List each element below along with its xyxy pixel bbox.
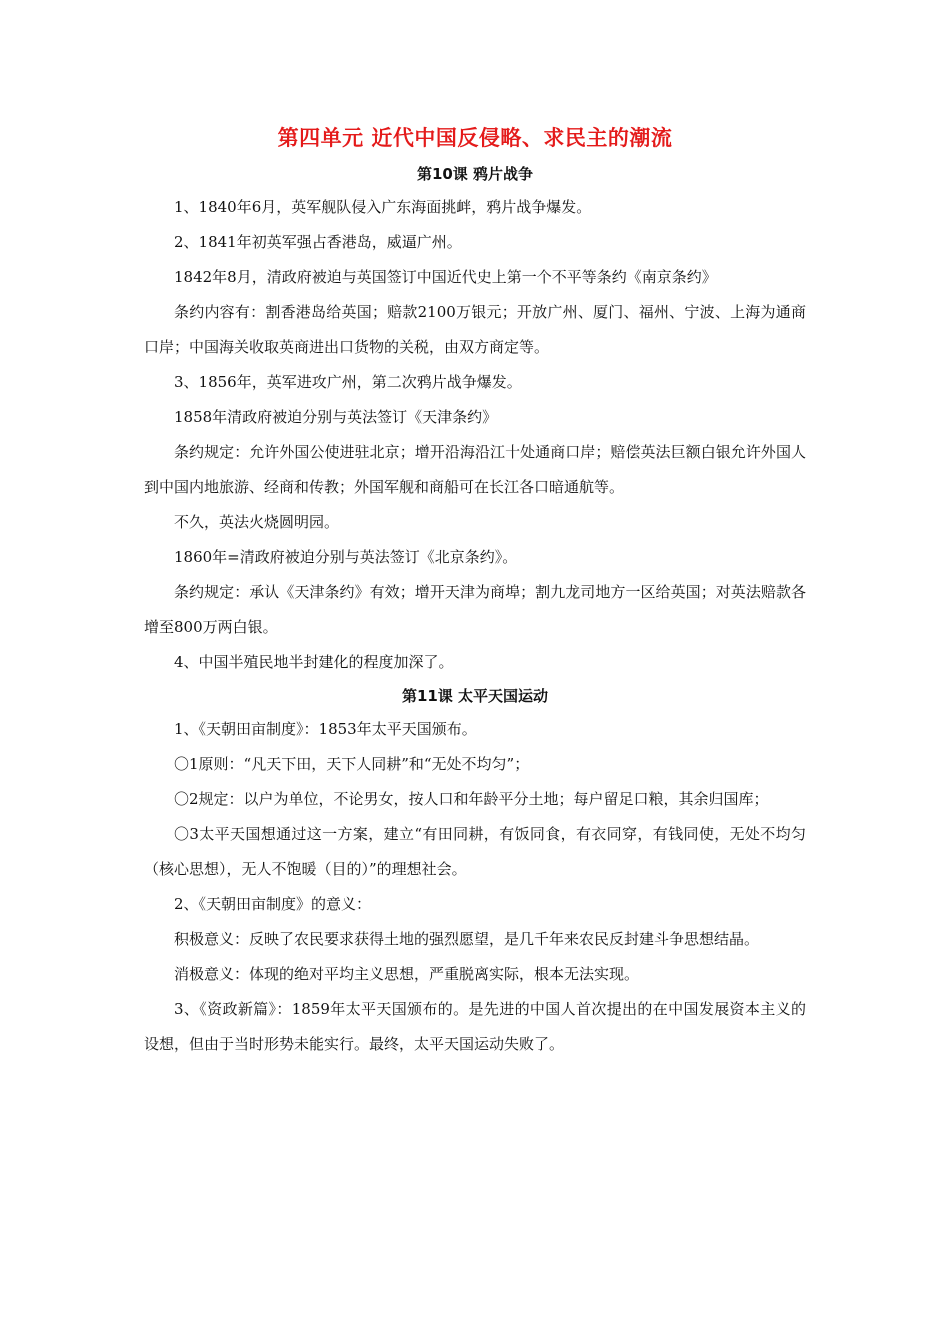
paragraph: 〇3太平天国想通过这一方案，建立“有田同耕，有饭同食，有衣同穿，有钱同使，无处不均匀（核心思想），无人不饱暖（目的）”的理想社会。 (144, 825, 806, 878)
paragraph: 2、《天朝田亩制度》的意义： (174, 895, 372, 913)
paragraph: 消极意义：体现的绝对平均主义思想，严重脱离实际，根本无法实现。 (174, 965, 640, 983)
paragraph: 1842年8月，清政府被迫与英国签订中国近代史上第一个不平等条约《南京条约》 (174, 268, 717, 286)
paragraph: 1858年清政府被迫分别与英法签订《天津条约》 (174, 408, 498, 426)
paragraph: 积极意义：反映了农民要求获得土地的强烈愿望，是几千年来农民反封建斗争思想结晶。 (174, 930, 760, 948)
paragraph: 条约内容有：割香港岛给英国；赔款2100万银元；开放广州、厦门、福州、宁波、上海为通商口岸；中国海关收取英商进出口货物的关税，由双方商定等。 (144, 303, 806, 356)
paragraph: 条约规定：承认《天津条约》有效；增开天津为商埠；割九龙司地方一区给英国；对英法赔款各增至800万两白银。 (144, 583, 806, 636)
paragraph: 4、中国半殖民地半封建化的程度加深了。 (174, 653, 454, 671)
lesson-10 (144, 158, 806, 680)
paragraph: 〇2规定：以户为单位，不论男女，按人口和年龄平分土地；每户留足口粮，其余归国库； (174, 790, 769, 808)
lesson-title: 第10课 鸦片战争 (416, 165, 534, 183)
paragraph: 1、1840年6月，英军舰队侵入广东海面挑衅，鸦片战争爆发。 (174, 198, 592, 216)
lesson-title: 第11课 太平天国运动 (401, 687, 549, 705)
paragraph: 3、1856年，英军进攻广州，第二次鸦片战争爆发。 (174, 373, 522, 391)
paragraph: 条约规定：允许外国公使进驻北京；增开沿海沿江十处通商口岸；赔偿英法巨额白银允许外国人到中国内地旅游、经商和传教；外国军舰和商船可在长江各口暗通航等。 (144, 443, 806, 496)
lesson-11 (144, 680, 806, 1062)
paragraph: 1、《天朝田亩制度》：1853年太平天国颁布。 (174, 720, 477, 738)
paragraph: 2、1841年初英军强占香港岛，威逼广州。 (174, 233, 462, 251)
paragraph: 1860年=清政府被迫分别与英法签订《北京条约》。 (174, 548, 518, 566)
paragraph: 不久，英法火烧圆明园。 (174, 513, 340, 531)
document-body (144, 158, 806, 1062)
unit-title: 第四单元 近代中国反侵略、求民主的潮流 (277, 126, 673, 150)
paragraph: 〇1原则：“凡天下田，天下人同耕”和“无处不均匀”； (174, 755, 530, 773)
paragraph: 3、《资政新篇》：1859年太平天国颁布的。是先进的中国人首次提出的在中国发展资本主义的设想，但由于当时形势未能实行。最终，太平天国运动失败了。 (144, 1000, 806, 1053)
